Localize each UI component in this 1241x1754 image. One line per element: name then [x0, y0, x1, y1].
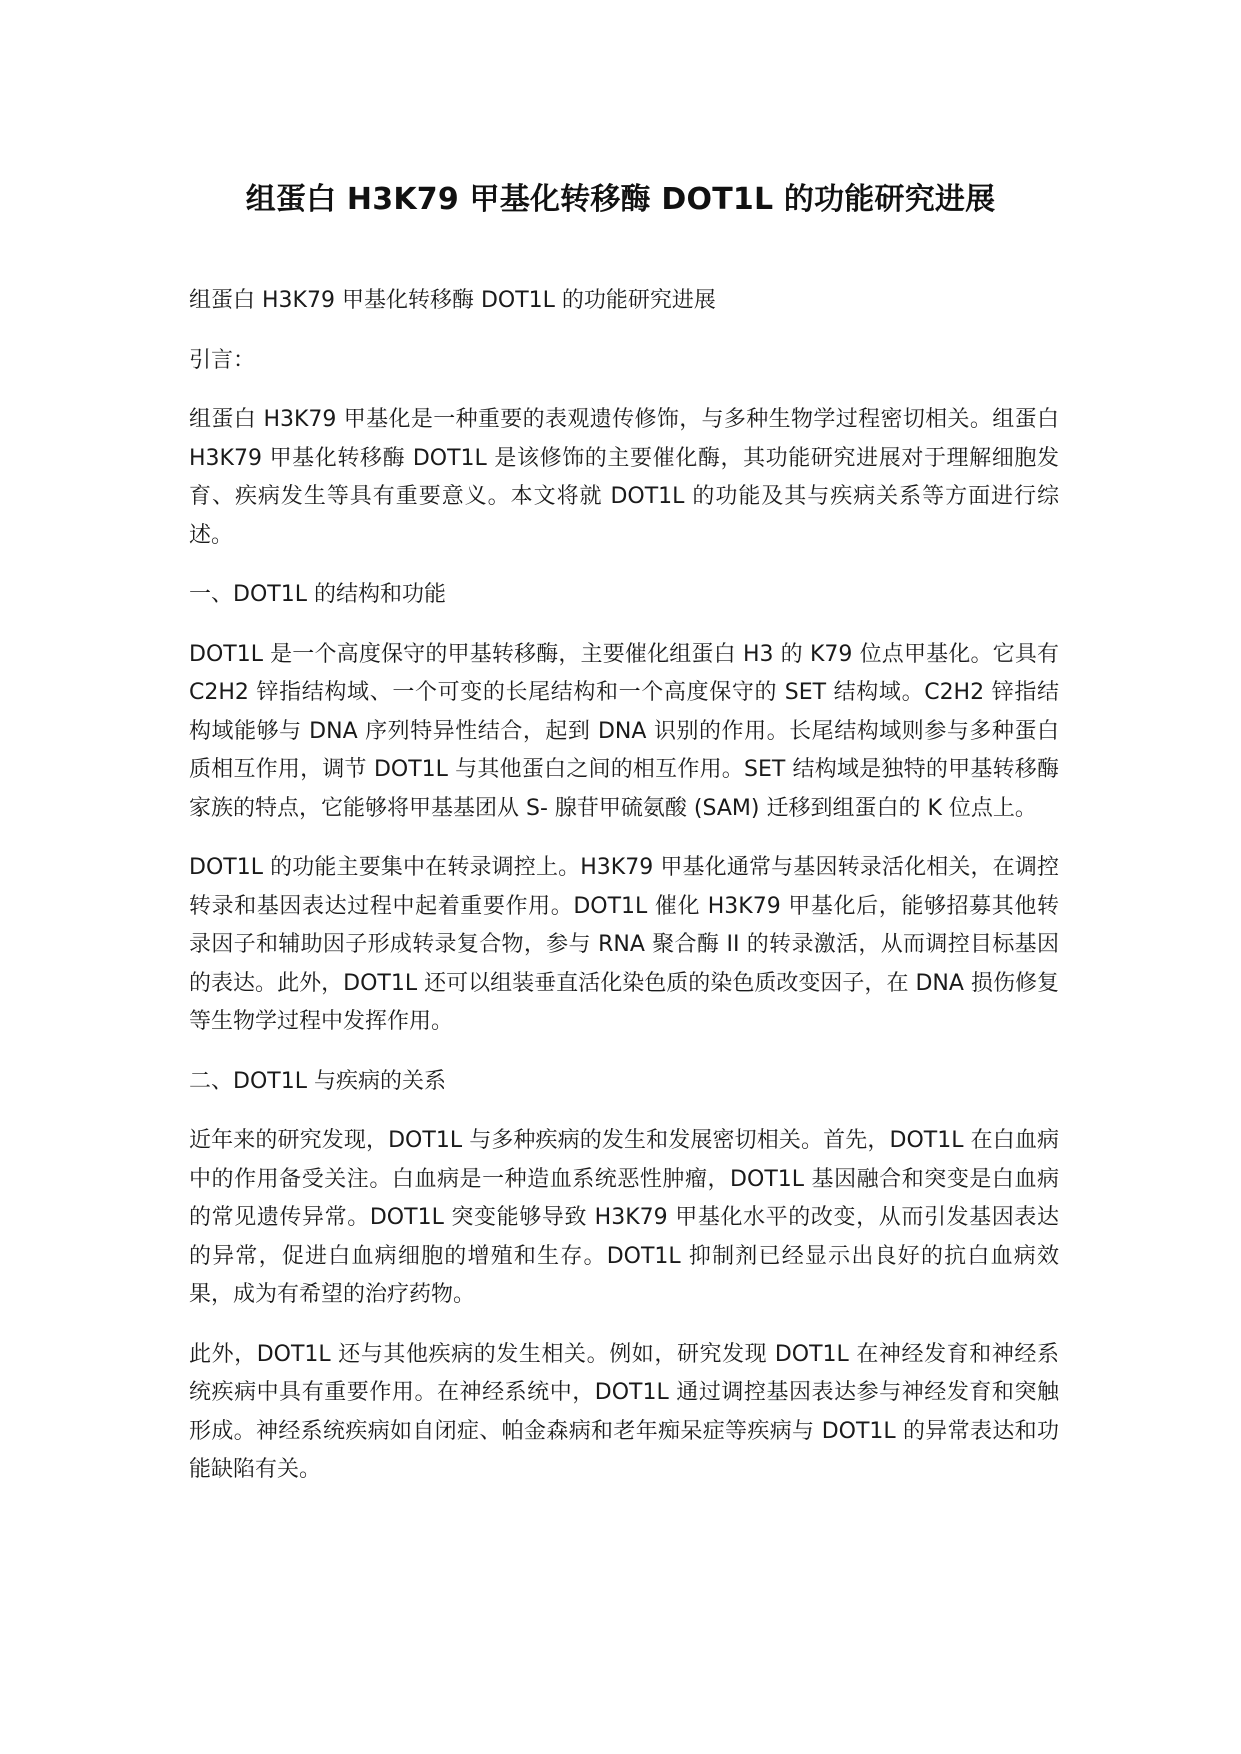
section-2-paragraph-2: 此外，DOT1L 还与其他疾病的发生相关。例如，研究发现 DOT1L 在神经发育和神经系统疾病中具有重要作用。在神经系统中，DOT1L 通过调控基因表达参与神经发育和突触形成。神经系统疾病如自闭症、帕金森病和老年痴呆症等疾病与 DOT1L 的异常表达和功能缺陷有关。: [189, 1341, 1059, 1482]
section-2-paragraph-1: 近年来的研究发现，DOT1L 与多种疾病的发生和发展密切相关。首先，DOT1L 在白血病中的作用备受关注。白血病是一种造血系统恶性肿瘤，DOT1L 基因融合和突变是白血病的常见遗传异常。DOT1L 突变能够导致 H3K79 甲基化水平的改变，从而引发基因表达的异常，促进白血病细胞的增殖和生存。DOT1L 抑制剂已经显示出良好的抗白血病效果，成为有希望的治疗药物。: [189, 1128, 1059, 1307]
section-1-heading: 一、DOT1L 的结构和功能: [189, 582, 446, 607]
document-body: [189, 282, 1059, 1490]
document-title: 组蛋白 H3K79 甲基化转移酶 DOT1L 的功能研究进展: [245, 182, 996, 217]
intro-heading: 引言：: [189, 347, 256, 373]
section-2-heading: 二、DOT1L 与疾病的关系: [189, 1068, 446, 1094]
intro-paragraph: 组蛋白 H3K79 甲基化是一种重要的表观遗传修饰，与多种生物学过程密切相关。组蛋白 H3K79 甲基化转移酶 DOT1L 是该修饰的主要催化酶，其功能研究进展对于理解细胞发育、疾病发生等具有重要意义。本文将就 DOT1L 的功能及其与疾病关系等方面进行综述。: [189, 407, 1059, 548]
section-1-paragraph-2: DOT1L 的功能主要集中在转录调控上。H3K79 甲基化通常与基因转录活化相关，在调控转录和基因表达过程中起着重要作用。DOT1L 催化 H3K79 甲基化后，能够招募其他转录因子和辅助因子形成转录复合物，参与 RNA 聚合酶 II 的转录激活，从而调控目标基因的表达。此外，DOT1L 还可以组装垂直活化染色质的染色质改变因子，在 DNA 损伤修复等生物学过程中发挥作用。: [189, 855, 1059, 1034]
section-1-paragraph-1: DOT1L 是一个高度保守的甲基转移酶，主要催化组蛋白 H3 的 K79 位点甲基化。它具有 C2H2 锌指结构域、一个可变的长尾结构和一个高度保守的 SET 结构域。C2H2 锌指结构域能够与 DNA 序列特异性结合，起到 DNA 识别的作用。长尾结构域则参与多种蛋白质相互作用，调节 DOT1L 与其他蛋白之间的相互作用。SET 结构域是独特的甲基转移酶家族的特点，它能够将甲基基团从 S- 腺苷甲硫氨酸 (SAM) 迁移到组蛋白的 K 位点上。: [189, 641, 1059, 821]
subtitle-paragraph: 组蛋白 H3K79 甲基化转移酶 DOT1L 的功能研究进展: [189, 288, 716, 313]
